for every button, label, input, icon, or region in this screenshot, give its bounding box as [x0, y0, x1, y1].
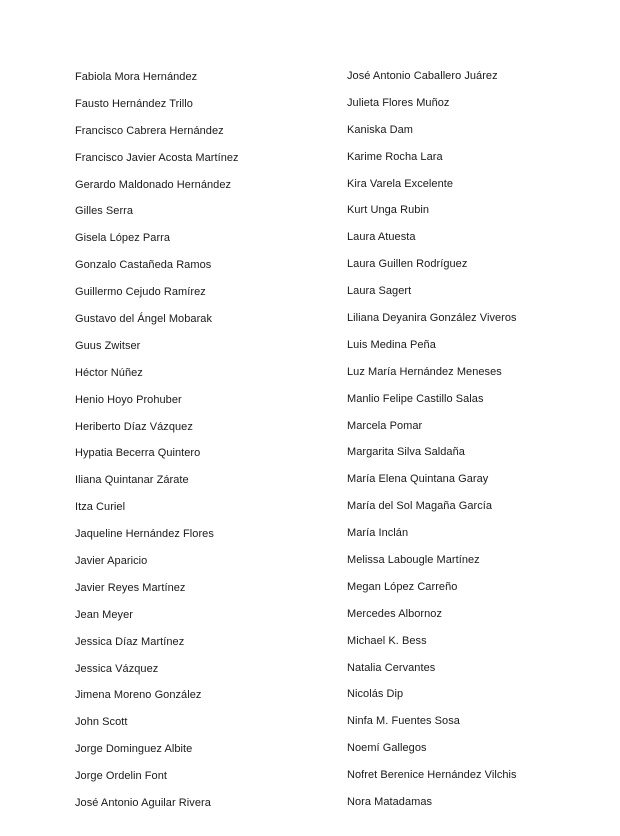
- list-item: John Scott: [75, 716, 128, 729]
- list-item: Melissa Labougle Martínez: [347, 554, 480, 567]
- list-item: Javier Reyes Martínez: [75, 581, 186, 594]
- list-item: Jorge Ordelin Font: [75, 770, 167, 783]
- list-item: Laura Sagert: [347, 285, 412, 298]
- list-item: Laura Guillen Rodríguez: [347, 258, 468, 271]
- list-item: Henio Hoyo Prohuber: [75, 393, 182, 406]
- list-item: Francisco Javier Acosta Martínez: [75, 151, 239, 164]
- list-item: Jessica Díaz Martínez: [75, 635, 185, 648]
- list-item: Héctor Núñez: [75, 366, 143, 379]
- list-item: Gustavo del Ángel Mobarak: [75, 313, 212, 326]
- list-item: Kurt Unga Rubin: [347, 204, 430, 217]
- list-item: Gilles Serra: [75, 205, 134, 218]
- list-item: Ninfa M. Fuentes Sosa: [347, 715, 460, 728]
- list-item: Karime Rocha Lara: [347, 150, 443, 163]
- list-item: Luis Medina Peña: [347, 338, 436, 351]
- list-item: José Antonio Caballero Juárez: [347, 70, 498, 82]
- list-item: Julieta Flores Muñoz: [347, 96, 450, 109]
- list-item: Gonzalo Castañeda Ramos: [75, 259, 212, 272]
- list-item: Michael K. Bess: [347, 634, 427, 647]
- list-item: Fabiola Mora Hernández: [75, 71, 198, 83]
- list-item: Itza Curiel: [75, 501, 126, 514]
- list-item: Jean Meyer: [75, 608, 133, 621]
- list-item: Jorge Dominguez Albite: [75, 743, 193, 756]
- list-item: Natalia Cervantes: [347, 661, 436, 674]
- list-item: María Inclán: [347, 527, 409, 540]
- list-item: Nora Matadamas: [347, 796, 433, 809]
- list-item: Guillermo Cejudo Ramírez: [75, 286, 206, 299]
- list-item: Iliana Quintanar Zárate: [75, 474, 189, 487]
- list-item: Noemí Gallegos: [347, 742, 427, 755]
- list-item: Jaqueline Hernández Flores: [75, 528, 214, 541]
- list-item: José Antonio Aguilar Rivera: [75, 797, 211, 810]
- list-item: Margarita Silva Saldaña: [347, 446, 465, 459]
- names-column-right: [347, 66, 612, 819]
- list-item: Heriberto Díaz Vázquez: [75, 420, 193, 433]
- names-column-left: [75, 67, 335, 820]
- list-item: Jimena Moreno González: [75, 689, 202, 702]
- list-item: Hypatia Becerra Quintero: [75, 447, 201, 460]
- list-item: Nicolás Dip: [347, 688, 404, 701]
- list-item: Luz María Hernández Meneses: [347, 365, 502, 378]
- list-item: Laura Atuesta: [347, 231, 416, 244]
- list-item: Gerardo Maldonado Hernández: [75, 178, 232, 191]
- list-item: Liliana Deyanira González Viveros: [347, 312, 517, 325]
- list-item: Kira Varela Excelente: [347, 177, 454, 190]
- list-item: María Elena Quintana Garay: [347, 473, 489, 486]
- list-item: Guus Zwitser: [75, 339, 141, 352]
- list-item: Gisela López Parra: [75, 232, 171, 245]
- list-item: Marcela Pomar: [347, 419, 423, 432]
- list-item: Francisco Cabrera Hernández: [75, 124, 224, 137]
- list-item: Javier Aparicio: [75, 555, 148, 568]
- list-item: Fausto Hernández Trillo: [75, 97, 193, 110]
- list-item: Manlio Felipe Castillo Salas: [347, 392, 484, 405]
- list-item: Nofret Berenice Hernández Vilchis: [347, 769, 517, 782]
- list-item: Kaniska Dam: [347, 123, 413, 136]
- list-item: María del Sol Magaña García: [347, 500, 493, 513]
- list-item: Megan López Carreño: [347, 580, 458, 593]
- list-item: Jessica Vázquez: [75, 662, 159, 675]
- list-item: Mercedes Albornoz: [347, 607, 443, 620]
